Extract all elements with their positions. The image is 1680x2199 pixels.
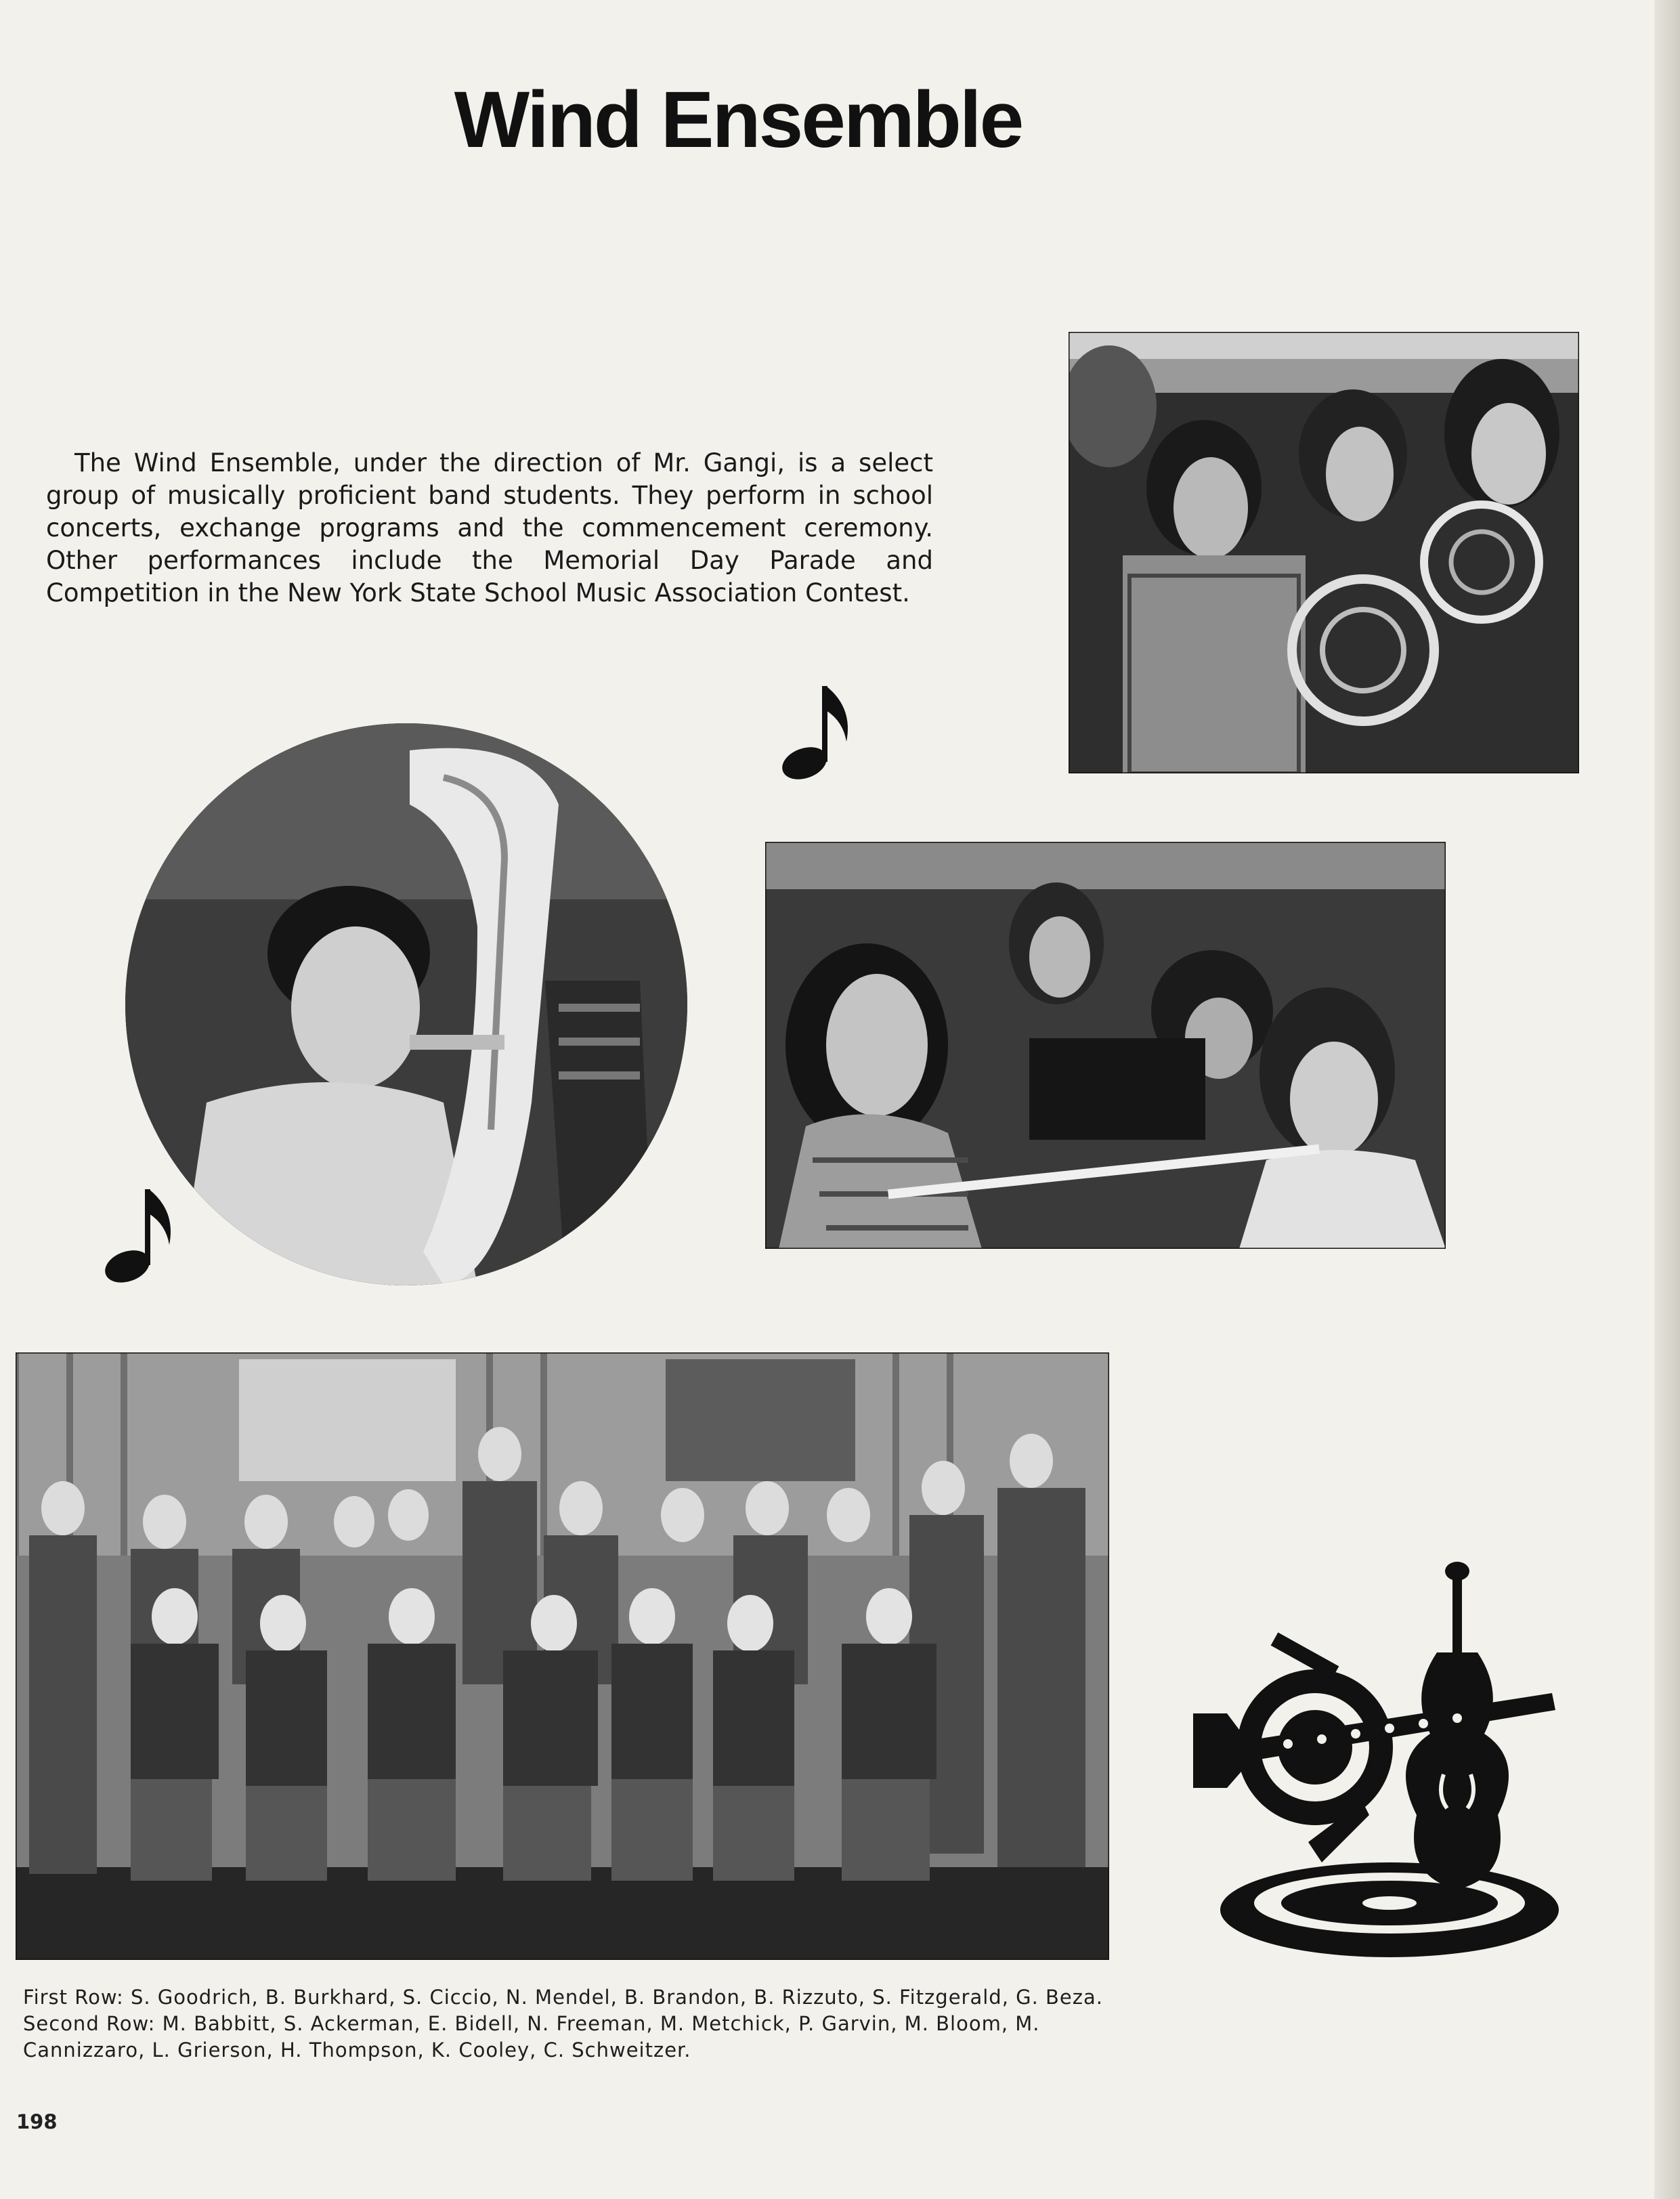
photo-caption: First Row: S. Goodrich, B. Burkhard, S. Ciccio, N. Mendel, B. Brandon, B. Rizzuto, S. Fitzgerald, G. Beza. Second Row: M. Babbitt, S. Ackerman, E. Bidell, N. Freeman, M. Metchick, P. Garvin, M. Bloom, M. Cannizzaro, L. Grierson, H. Thompson, K. Cooley, C. Schweitzer. — [23, 1986, 1103, 2062]
eighth-note-icon — [102, 1184, 176, 1285]
french-horn-players-photo — [1069, 332, 1579, 773]
intro-paragraph: The Wind Ensemble, under the direction of Mr. Gangi, is a select group of musically proficient band students. They perform in school concerts, exchange programs and the commencement ceremony. Other performances include the Memorial Day Parade and Competition in the New York State School Music Association Contest. — [46, 448, 933, 607]
flute-players-photo — [765, 842, 1446, 1249]
eighth-note-icon — [779, 681, 853, 782]
instruments-collage-icon — [1186, 1558, 1566, 1964]
page-edge — [1654, 0, 1680, 2199]
tuba-player-photo — [125, 723, 687, 1285]
page-title: Wind Ensemble — [454, 75, 1022, 165]
ensemble-group-photo — [16, 1352, 1109, 1960]
page-number: 198 — [16, 2110, 58, 2133]
